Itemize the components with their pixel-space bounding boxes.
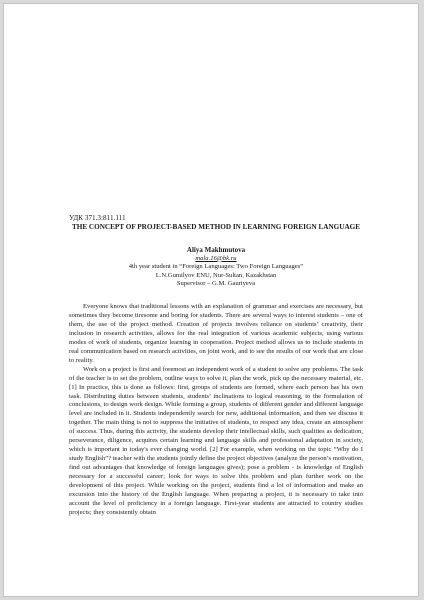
paper-body [69, 303, 363, 518]
paper-content [69, 214, 363, 518]
affiliation-line-1: 4th year student in “Foreign Languages: Two Foreign Languages” [128, 263, 304, 271]
affiliation-line-2: L.N.Gumilyov ENU, Nur-Sultan, Kazakhstan [155, 271, 277, 279]
author-email-link[interactable]: mala.16@bk.ru [195, 254, 237, 262]
document-page [3, 3, 419, 597]
author-name: Aliya Makhmutova [186, 246, 246, 254]
body-paragraph-2: Work on a project is first and foremost an independent work of a student to solve any problems. The task of the teacher is to set the problem, outline ways to solve it, plan the work, pick up the necessary material, etc. [1] In practice, this is done as follows: first, groups of students are formed, where each person has his own task. Distributing duties between students, students’ inclinations to logical reasoning, to the formulation of conclusions, to design work design. While forming a group, students of different gender and different language level are included in it. Students independently search for new, additional information, and then we discuss it together. The main thing is not to suppress the initiative of students, to respect any idea, create an atmosphere of success. Thus, during this activity, the students develop their intellectual skills, such qualities as dedication, perseverance, diligence, acquires certain learning and language skills and professional adaptation in society, which is important in today's ever changing world. [2] For example, when working on the topic “Why do I study English”? teacher with the students jointly define the project objectives (analyze the person’s motivation, find out advantages that knowledge of foreign languages gives); pose a problem - is knowledge of English necessary for a successful career; look for ways to solve this problem and plan further work on the development of this project. While working on the project, students find a lot of information and make an excursion into the history of the English language. When preparing a project, it is necessary to take into account the level of proficiency in a foreign language. First-year students are attracted to country studies projects; they consistently obtain [69, 365, 363, 516]
paper-title: THE CONCEPT OF PROJECT-BASED METHOD IN LEARNING FOREIGN LANGUAGE [71, 223, 361, 231]
body-paragraph-1: Everyone knows that traditional lessons with an explanation of grammar and exercises are necessary, but sometimes they become tiresome and boring for students. There are several ways to interest students – one of them, the use of the project method. Creation of projects involves reliance on students’ creativity, their inclusion in research activities, allows for the real integration of various academic subjects, using various modes of work of students, organize learning in cooperation. Project method allows us to include students in real communication based on research activities, on joint work, and to see the results of our work that are close to reality. [69, 302, 363, 364]
supervisor-line: Supervisor – G.M. Gauriyeva [176, 280, 256, 288]
udk-code: УДК 371.3:811.111 [69, 214, 126, 222]
author-block [69, 246, 363, 289]
